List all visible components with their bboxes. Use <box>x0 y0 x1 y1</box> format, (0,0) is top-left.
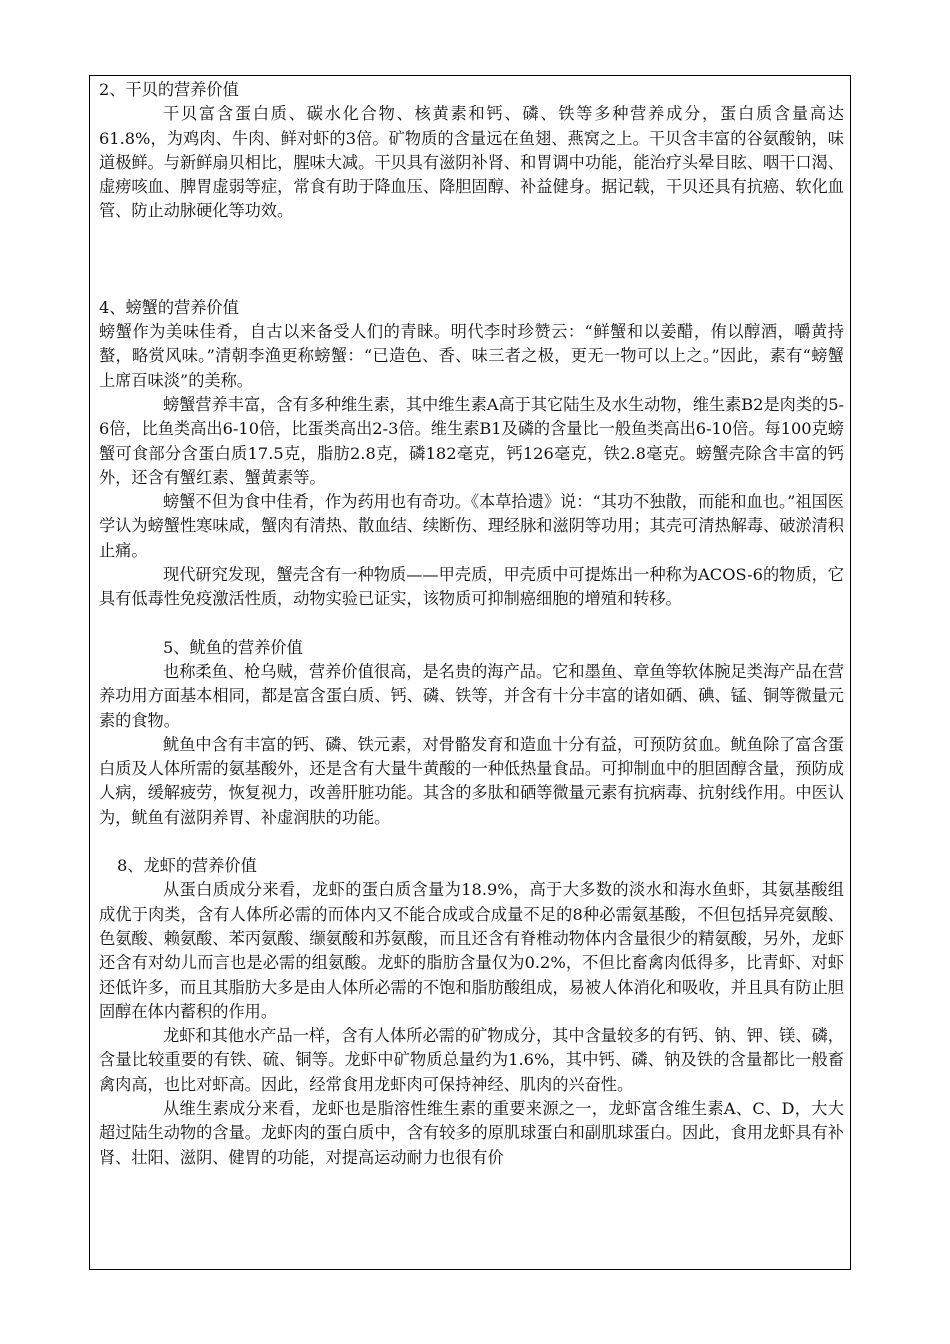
spacer <box>99 830 844 854</box>
document-frame <box>89 75 851 1270</box>
paragraph: 龙虾和其他水产品一样，含有人体所必需的矿物成分，其中含量较多的有钙、钠、钾、镁、磷，含量比较重要的有铁、硫、铜等。龙虾中矿物质总量约为1.6%，其中钙、磷、钠及铁的含量都比一般畜禽肉高，也比对虾高。因此，经常食用龙虾肉可保持神经、肌肉的兴奋性。 <box>99 1026 844 1094</box>
spacer <box>99 612 844 636</box>
paragraph: 也称柔鱼、枪乌贼，营养价值很高，是名贵的海产品。它和墨鱼、章鱼等软体腕足类海产品在营养功用方面基本相同，都是富含蛋白质、钙、磷、铁等，并含有十分丰富的诸如硒、碘、锰、铜等微量元素的食物。 <box>99 661 844 730</box>
paragraph: 螃蟹营养丰富，含有多种维生素，其中维生素A高于其它陆生及水生动物，维生素B2是肉类的5-6倍，比鱼类高出6-10倍，比蛋类高出2-3倍。维生素B1及磷的含量比一般鱼类高出6-10倍。每100克螃蟹可食部分含蛋白质17.5克，脂肪2.8克，磷182毫克，钙126毫克，铁2.8毫克。螃蟹壳除含丰富的钙外，还含有蟹红素、蟹黄素等。 <box>99 394 844 487</box>
section-heading-scallop: 2、干贝的营养价值 <box>99 80 239 99</box>
section-heading-lobster: 8、龙虾的营养价值 <box>117 856 257 876</box>
paragraph: 螃蟹不但为食中佳肴，作为药用也有奇功。《本草拾遗》说：“其功不独散，而能和血也。”祖国医学认为螃蟹性寒味咸，蟹肉有清热、散血结、续断伤、理经脉和滋阴等功用；其壳可清热解毒、破淤清积止痛。 <box>99 492 844 560</box>
paragraph: 现代研究发现，蟹壳含有一种物质——甲壳质，甲壳质中可提炼出一种称为ACOS-6的物质，它具有低毒性免疫激活性质，动物实验已证实，该物质可抑制癌细胞的增殖和转移。 <box>99 565 844 609</box>
paragraph: 干贝富含蛋白质、碳水化合物、核黄素和钙、磷、铁等多种营养成分，蛋白质含量高达61.8%，为鸡肉、牛肉、鲜对虾的3倍。矿物质的含量远在鱼翅、燕窝之上。干贝含丰富的谷氨酸钠，味道极鲜。与新鲜扇贝相比，腥味大减。干贝具有滋阴补肾、和胃调中功能，能治疗头晕目眩、咽干口渴、虚痨咳血、脾胃虚弱等症，常食有助于降血压、降胆固醇、补益健身。据记载，干贝还具有抗癌、软化血管、防止动脉硬化等功效。 <box>99 104 844 221</box>
section-heading-crab: 4、螃蟹的营养价值 <box>99 297 239 317</box>
section-heading-squid: 5、鱿鱼的营养价值 <box>163 637 303 657</box>
paragraph: 鱿鱼中含有丰富的钙、磷、铁元素，对骨骼发育和造血十分有益，可预防贫血。鱿鱼除了富含蛋白质及人体所需的氨基酸外，还是含有大量牛黄酸的一种低热量食品。可抑制血中的胆固醇含量，预防成人病，缓解疲劳，恢复视力，改善肝脏功能。其含的多肽和硒等微量元素有抗病毒、抗射线作用。中医认为，鱿鱼有滋阴养胃、补虚润肤的功能。 <box>99 734 844 827</box>
document-content <box>99 78 844 1170</box>
paragraph: 从蛋白质成分来看，龙虾的蛋白质含量为18.9%，高于大多数的淡水和海水鱼虾，其氨基酸组成优于肉类，含有人体所必需的而体内又不能合成或合成量不足的8种必需氨基酸，不但包括异亮氨酸、色氨酸、赖氨酸、苯丙氨酸、缬氨酸和苏氨酸，而且还含有脊椎动物体内含量很少的精氨酸，另外，龙虾还含有对幼儿而言也是必需的组氨酸。龙虾的脂肪含量仅为0.2%，不但比畜禽肉低得多，比青虾、对虾还低许多，而且其脂肪大多是由人体所必需的不饱和脂肪酸组成，易被人体消化和吸收，并且具有防止胆固醇在体内蓄积的作用。 <box>99 880 844 1021</box>
paragraph: 从维生素成分来看，龙虾也是脂溶性维生素的重要来源之一，龙虾富含维生素A、C、D，大大超过陆生动物的含量。龙虾肉的蛋白质中，含有较多的原肌球蛋白和副肌球蛋白。因此，食用龙虾具有补肾、壮阳、滋阴、健胃的功能，对提高运动耐力也很有价 <box>99 1098 844 1167</box>
paragraph: 螃蟹作为美味佳肴，自古以来备受人们的青睐。明代李时珍赞云：“鲜蟹和以姜醋，侑以醇酒，嚼黄持螯，略赏风味。”清朝李渔更称螃蟹：“已造色、香、味三者之极，更无一物可以上之。”因此，素有“螃蟹上席百味淡”的美称。 <box>99 322 844 390</box>
